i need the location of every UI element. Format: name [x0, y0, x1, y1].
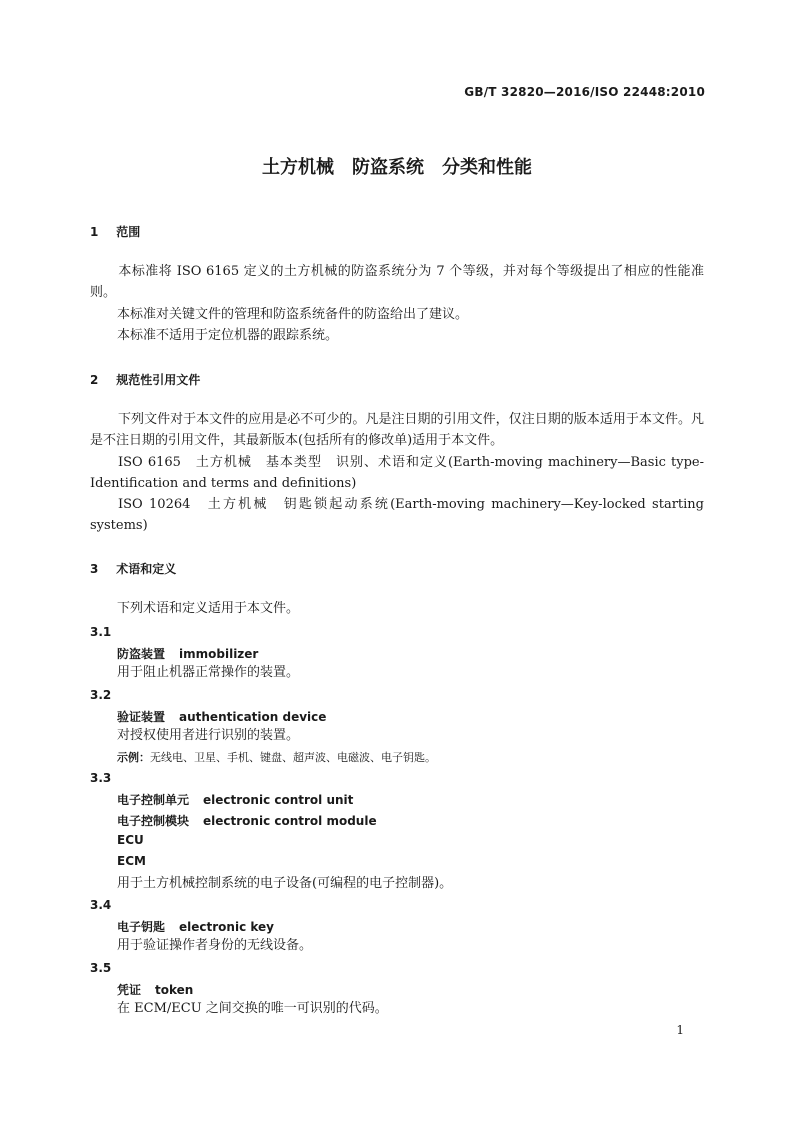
term-en: electronic control unit — [203, 793, 354, 807]
reference-iso-10264-text: ISO 10264 土方机械 钥匙锁起动系统(Earth-moving machinery—Key-locked starting systems) — [90, 497, 704, 533]
term-abbreviation: ECU — [117, 833, 144, 847]
reference-iso-6165 — [90, 452, 704, 494]
term-en: immobilizer — [179, 647, 259, 661]
term-definition: 用于土方机械控制系统的电子设备(可编程的电子控制器)。 — [117, 876, 453, 891]
term-definition: 用于验证操作者身份的无线设备。 — [117, 938, 313, 953]
section-3-number: 3 — [90, 562, 99, 576]
clause-number: 3.2 — [90, 688, 112, 702]
clause-number: 3.1 — [90, 625, 112, 639]
reference-iso-6165-text: ISO 6165 土方机械 基本类型 识别、术语和定义(Earth-moving machinery—Basic type-Identification and terms and definitions) — [90, 455, 704, 491]
example-text: 无线电、卫星、手机、键盘、超声波、电磁波、电子钥匙。 — [150, 751, 436, 764]
term-zh: 验证装置 — [117, 710, 166, 724]
section-2-number: 2 — [90, 373, 99, 387]
section-1-title: 范围 — [116, 225, 141, 239]
term-definition: 对授权使用者进行识别的装置。 — [117, 728, 300, 743]
term-en: authentication device — [179, 710, 327, 724]
section-2-intro — [90, 409, 704, 451]
clause-number: 3.5 — [90, 961, 112, 975]
section-1-paragraph-1-text: 本标准将 ISO 6165 定义的土方机械的防盗系统分为 7 个等级，并对每个等级提出了相应的性能准则。 — [90, 264, 704, 300]
example-label: 示例： — [117, 751, 150, 764]
section-2-intro-text: 下列文件对于本文件的应用是必不可少的。凡是注日期的引用文件，仅注日期的版本适用于本文件。凡是不注日期的引用文件，其最新版本(包括所有的修改单)适用于本文件。 — [90, 412, 704, 448]
section-1-paragraph-1 — [90, 261, 704, 303]
term-example — [117, 749, 436, 766]
section-1-paragraph-2: 本标准对关键文件的管理和防盗系统备件的防盗给出了建议。 — [117, 307, 469, 322]
section-2-heading — [90, 371, 200, 388]
term-zh: 电子钥匙 — [117, 920, 166, 934]
term-heading — [117, 791, 353, 808]
section-1-number: 1 — [90, 225, 99, 239]
term-heading — [117, 708, 326, 725]
term-en: electronic key — [179, 920, 274, 934]
section-1-heading — [90, 223, 140, 240]
term-zh: 电子控制单元 — [117, 793, 190, 807]
term-heading — [117, 981, 193, 998]
section-2-title: 规范性引用文件 — [116, 373, 201, 387]
term-zh: 电子控制模块 — [117, 814, 190, 828]
page-number: 1 — [676, 1023, 684, 1037]
term-zh: 防盗装置 — [117, 647, 166, 661]
reference-iso-10264 — [90, 494, 704, 536]
term-definition: 用于阻止机器正常操作的装置。 — [117, 665, 300, 680]
term-heading — [117, 918, 274, 935]
section-3-title: 术语和定义 — [116, 562, 177, 576]
term-abbreviation: ECM — [117, 854, 146, 868]
standard-code-header: GB/T 32820—2016/ISO 22448:2010 — [464, 85, 705, 99]
clause-number: 3.4 — [90, 898, 112, 912]
document-title: 土方机械 防盗系统 分类和性能 — [262, 157, 532, 178]
term-en: electronic control module — [203, 814, 377, 828]
section-3-intro: 下列术语和定义适用于本文件。 — [117, 601, 300, 616]
term-heading-alt — [117, 812, 377, 829]
term-en: token — [155, 983, 194, 997]
clause-number: 3.3 — [90, 771, 112, 785]
term-definition: 在 ECM/ECU 之间交换的唯一可识别的代码。 — [117, 1001, 388, 1016]
term-zh: 凭证 — [117, 983, 142, 997]
term-heading — [117, 645, 258, 662]
section-3-heading — [90, 560, 176, 577]
section-1-paragraph-3: 本标准不适用于定位机器的跟踪系统。 — [117, 328, 339, 343]
